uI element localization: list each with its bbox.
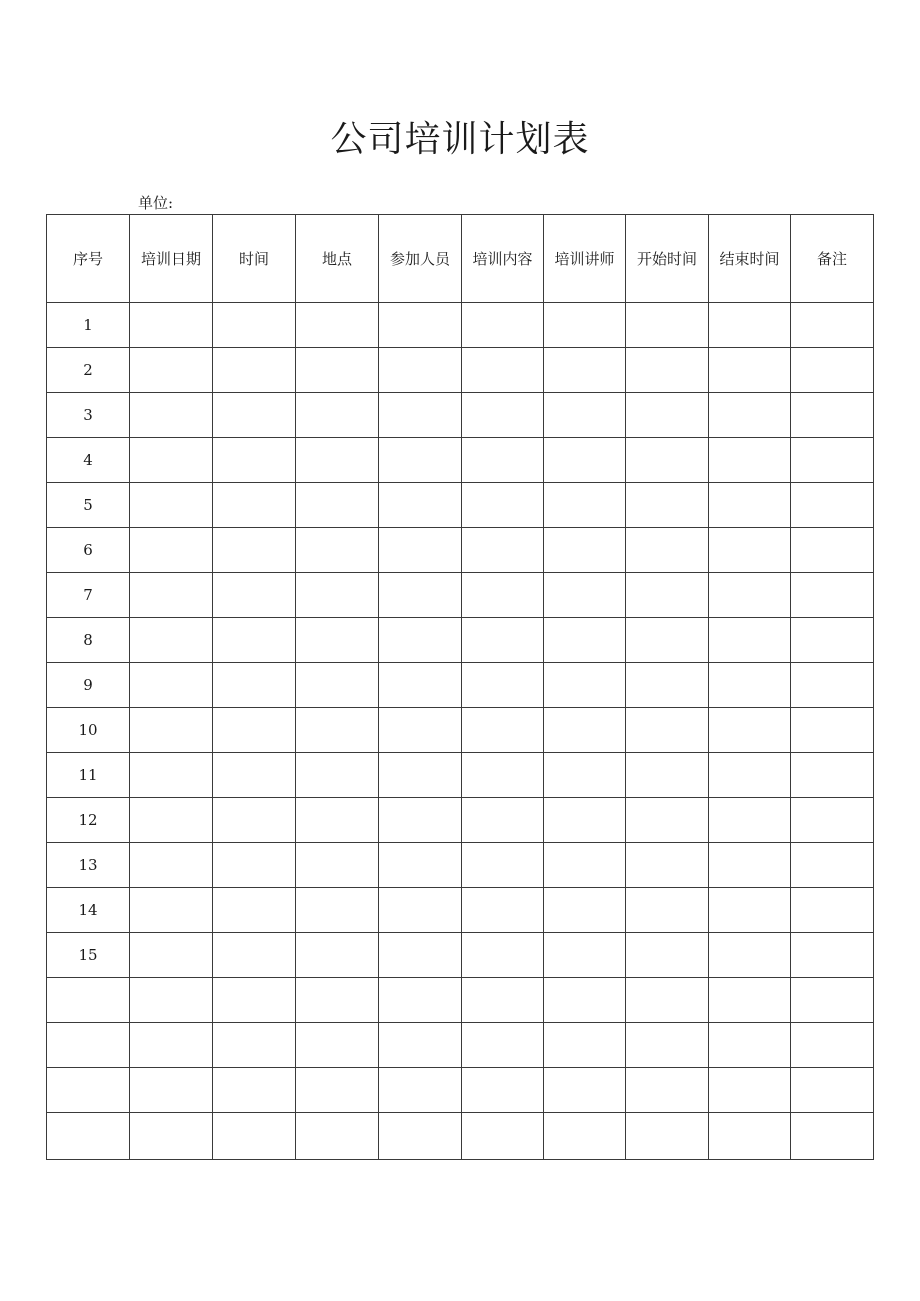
blank-entry-cell[interactable]	[709, 1023, 791, 1068]
row-number-cell: 8	[47, 618, 130, 663]
blank-entry-cell[interactable]	[709, 798, 791, 843]
blank-entry-cell[interactable]	[462, 1068, 544, 1113]
blank-entry-cell[interactable]	[709, 573, 791, 618]
blank-entry-cell[interactable]	[791, 753, 874, 798]
blank-entry-cell[interactable]	[709, 1068, 791, 1113]
blank-entry-cell[interactable]	[626, 1113, 709, 1160]
blank-entry-cell[interactable]	[379, 348, 462, 393]
blank-entry-cell[interactable]	[544, 303, 626, 348]
blank-entry-cell[interactable]	[709, 348, 791, 393]
row-number-cell: 11	[47, 753, 130, 798]
header-cell-participants: 参加人员	[379, 215, 462, 303]
training-plan-table	[46, 214, 874, 1160]
blank-entry-cell[interactable]	[213, 663, 296, 708]
blank-entry-cell[interactable]	[462, 618, 544, 663]
blank-entry-cell[interactable]	[544, 618, 626, 663]
blank-entry-cell[interactable]	[379, 753, 462, 798]
blank-entry-cell[interactable]	[379, 798, 462, 843]
blank-entry-cell[interactable]	[709, 483, 791, 528]
blank-entry-cell[interactable]	[462, 753, 544, 798]
table-row	[47, 663, 874, 708]
blank-entry-cell[interactable]	[626, 348, 709, 393]
blank-entry-cell[interactable]	[462, 573, 544, 618]
document-title: 公司培训计划表	[330, 119, 590, 160]
blank-entry-cell[interactable]	[296, 798, 379, 843]
blank-entry-cell[interactable]	[130, 753, 213, 798]
blank-entry-cell[interactable]	[626, 753, 709, 798]
blank-entry-cell[interactable]	[709, 978, 791, 1023]
header-cell-training-date: 培训日期	[130, 215, 213, 303]
blank-entry-cell[interactable]	[462, 843, 544, 888]
blank-entry-cell[interactable]	[709, 888, 791, 933]
blank-entry-cell[interactable]	[130, 528, 213, 573]
blank-entry-cell[interactable]	[130, 1068, 213, 1113]
blank-entry-cell[interactable]	[462, 1023, 544, 1068]
blank-entry-cell[interactable]	[379, 528, 462, 573]
blank-entry-cell[interactable]	[379, 483, 462, 528]
blank-entry-cell[interactable]	[379, 888, 462, 933]
blank-entry-cell[interactable]	[544, 573, 626, 618]
blank-entry-cell[interactable]	[791, 438, 874, 483]
blank-entry-cell[interactable]	[626, 888, 709, 933]
row-number-cell: 4	[47, 438, 130, 483]
blank-entry-cell[interactable]	[626, 483, 709, 528]
blank-entry-cell[interactable]	[626, 618, 709, 663]
blank-entry-cell[interactable]	[213, 708, 296, 753]
blank-entry-cell[interactable]	[213, 348, 296, 393]
blank-entry-cell[interactable]	[626, 933, 709, 978]
row-number-cell: 2	[47, 348, 130, 393]
blank-entry-cell[interactable]	[130, 573, 213, 618]
table-row	[47, 1023, 874, 1068]
blank-entry-cell[interactable]	[379, 978, 462, 1023]
blank-entry-cell[interactable]	[544, 843, 626, 888]
blank-entry-cell[interactable]	[213, 843, 296, 888]
blank-entry-cell[interactable]	[130, 978, 213, 1023]
blank-entry-cell[interactable]	[379, 708, 462, 753]
blank-entry-cell[interactable]	[791, 933, 874, 978]
row-number-cell: 1	[47, 303, 130, 348]
blank-entry-cell[interactable]	[213, 393, 296, 438]
blank-entry-cell[interactable]	[296, 663, 379, 708]
blank-entry-cell[interactable]	[462, 1113, 544, 1160]
blank-entry-cell[interactable]	[379, 933, 462, 978]
blank-entry-cell[interactable]	[791, 483, 874, 528]
blank-entry-cell[interactable]	[379, 303, 462, 348]
blank-entry-cell[interactable]	[791, 1068, 874, 1113]
blank-entry-cell[interactable]	[791, 888, 874, 933]
blank-entry-cell[interactable]	[544, 393, 626, 438]
blank-entry-cell[interactable]	[296, 753, 379, 798]
blank-entry-cell[interactable]	[379, 843, 462, 888]
blank-entry-cell[interactable]	[544, 528, 626, 573]
blank-entry-cell[interactable]	[213, 1068, 296, 1113]
blank-entry-cell[interactable]	[544, 1113, 626, 1160]
blank-entry-cell[interactable]	[462, 393, 544, 438]
blank-entry-cell[interactable]	[791, 708, 874, 753]
blank-entry-cell[interactable]	[379, 438, 462, 483]
blank-entry-cell[interactable]	[626, 1068, 709, 1113]
blank-entry-cell[interactable]	[130, 393, 213, 438]
blank-entry-cell[interactable]	[791, 348, 874, 393]
blank-entry-cell[interactable]	[213, 618, 296, 663]
table-row	[47, 708, 874, 753]
blank-entry-cell[interactable]	[379, 1068, 462, 1113]
table-row	[47, 393, 874, 438]
table-header-row	[47, 215, 874, 303]
blank-entry-cell[interactable]	[462, 438, 544, 483]
blank-entry-cell[interactable]	[213, 978, 296, 1023]
blank-entry-cell[interactable]	[213, 753, 296, 798]
table-row	[47, 978, 874, 1023]
row-number-cell: 10	[47, 708, 130, 753]
header-cell-start-time: 开始时间	[626, 215, 709, 303]
blank-entry-cell[interactable]	[462, 348, 544, 393]
row-number-cell: 7	[47, 573, 130, 618]
blank-entry-cell[interactable]	[462, 798, 544, 843]
header-cell-remarks: 备注	[791, 215, 874, 303]
blank-entry-cell[interactable]	[626, 573, 709, 618]
blank-entry-cell[interactable]	[791, 573, 874, 618]
blank-entry-cell[interactable]	[462, 528, 544, 573]
blank-entry-cell[interactable]	[791, 393, 874, 438]
blank-entry-cell[interactable]	[544, 1068, 626, 1113]
blank-entry-cell[interactable]	[130, 663, 213, 708]
blank-entry-cell[interactable]	[130, 798, 213, 843]
table-row	[47, 303, 874, 348]
blank-entry-cell[interactable]	[544, 708, 626, 753]
blank-entry-cell[interactable]	[626, 303, 709, 348]
header-cell-location: 地点	[296, 215, 379, 303]
blank-entry-cell[interactable]	[296, 888, 379, 933]
blank-entry-cell[interactable]	[296, 303, 379, 348]
row-number-cell: 15	[47, 933, 130, 978]
blank-entry-cell[interactable]	[379, 618, 462, 663]
blank-entry-cell[interactable]	[213, 528, 296, 573]
table-row	[47, 1113, 874, 1160]
blank-entry-cell[interactable]	[462, 303, 544, 348]
blank-entry-cell[interactable]	[379, 1113, 462, 1160]
table-row	[47, 843, 874, 888]
table-row	[47, 933, 874, 978]
blank-entry-cell[interactable]	[296, 1023, 379, 1068]
blank-entry-cell[interactable]	[130, 618, 213, 663]
blank-entry-cell[interactable]	[296, 978, 379, 1023]
blank-entry-cell[interactable]	[791, 798, 874, 843]
blank-entry-cell[interactable]	[213, 933, 296, 978]
blank-entry-cell[interactable]	[626, 663, 709, 708]
blank-entry-cell[interactable]	[791, 528, 874, 573]
blank-entry-cell[interactable]	[379, 663, 462, 708]
blank-entry-cell[interactable]	[544, 888, 626, 933]
blank-entry-cell[interactable]	[462, 978, 544, 1023]
blank-entry-cell[interactable]	[213, 888, 296, 933]
blank-entry-cell[interactable]	[791, 303, 874, 348]
blank-entry-cell[interactable]	[709, 393, 791, 438]
blank-entry-cell[interactable]	[791, 663, 874, 708]
blank-entry-cell[interactable]	[544, 933, 626, 978]
blank-entry-cell[interactable]	[379, 573, 462, 618]
blank-entry-cell[interactable]	[791, 1023, 874, 1068]
blank-entry-cell[interactable]	[544, 483, 626, 528]
blank-entry-cell[interactable]	[709, 663, 791, 708]
table-body	[47, 303, 874, 1160]
table-row	[47, 573, 874, 618]
blank-entry-cell[interactable]	[462, 663, 544, 708]
blank-entry-cell[interactable]	[709, 618, 791, 663]
blank-entry-cell[interactable]	[213, 303, 296, 348]
blank-entry-cell[interactable]	[130, 348, 213, 393]
blank-entry-cell[interactable]	[709, 708, 791, 753]
table-row	[47, 753, 874, 798]
blank-entry-cell[interactable]	[296, 348, 379, 393]
blank-entry-cell[interactable]	[462, 708, 544, 753]
row-number-cell	[47, 1113, 130, 1160]
blank-entry-cell[interactable]	[296, 1113, 379, 1160]
table-row	[47, 528, 874, 573]
header-cell-training-content: 培训内容	[462, 215, 544, 303]
blank-entry-cell[interactable]	[213, 1023, 296, 1068]
table-row	[47, 798, 874, 843]
blank-entry-cell[interactable]	[130, 1023, 213, 1068]
row-number-cell: 3	[47, 393, 130, 438]
blank-entry-cell[interactable]	[626, 1023, 709, 1068]
blank-entry-cell[interactable]	[709, 843, 791, 888]
blank-entry-cell[interactable]	[296, 528, 379, 573]
blank-entry-cell[interactable]	[791, 618, 874, 663]
blank-entry-cell[interactable]	[213, 438, 296, 483]
blank-entry-cell[interactable]	[709, 753, 791, 798]
blank-entry-cell[interactable]	[626, 528, 709, 573]
blank-entry-cell[interactable]	[130, 933, 213, 978]
blank-entry-cell[interactable]	[462, 888, 544, 933]
blank-entry-cell[interactable]	[213, 573, 296, 618]
blank-entry-cell[interactable]	[544, 1023, 626, 1068]
blank-entry-cell[interactable]	[296, 483, 379, 528]
blank-entry-cell[interactable]	[626, 798, 709, 843]
blank-entry-cell[interactable]	[709, 528, 791, 573]
blank-entry-cell[interactable]	[213, 1113, 296, 1160]
blank-entry-cell[interactable]	[626, 438, 709, 483]
blank-entry-cell[interactable]	[544, 438, 626, 483]
blank-entry-cell[interactable]	[709, 1113, 791, 1160]
row-number-cell: 14	[47, 888, 130, 933]
row-number-cell: 12	[47, 798, 130, 843]
blank-entry-cell[interactable]	[130, 483, 213, 528]
table-row	[47, 1068, 874, 1113]
blank-entry-cell[interactable]	[544, 663, 626, 708]
blank-entry-cell[interactable]	[544, 978, 626, 1023]
blank-entry-cell[interactable]	[626, 843, 709, 888]
blank-entry-cell[interactable]	[462, 933, 544, 978]
blank-entry-cell[interactable]	[296, 843, 379, 888]
blank-entry-cell[interactable]	[379, 1023, 462, 1068]
blank-entry-cell[interactable]	[791, 1113, 874, 1160]
row-number-cell: 6	[47, 528, 130, 573]
blank-entry-cell[interactable]	[709, 933, 791, 978]
table-row	[47, 438, 874, 483]
blank-entry-cell[interactable]	[213, 798, 296, 843]
blank-entry-cell[interactable]	[296, 393, 379, 438]
blank-entry-cell[interactable]	[791, 843, 874, 888]
blank-entry-cell[interactable]	[296, 933, 379, 978]
blank-entry-cell[interactable]	[791, 978, 874, 1023]
blank-entry-cell[interactable]	[544, 348, 626, 393]
blank-entry-cell[interactable]	[130, 708, 213, 753]
blank-entry-cell[interactable]	[709, 303, 791, 348]
table-row	[47, 888, 874, 933]
row-number-cell	[47, 978, 130, 1023]
row-number-cell: 13	[47, 843, 130, 888]
row-number-cell	[47, 1023, 130, 1068]
blank-entry-cell[interactable]	[296, 708, 379, 753]
blank-entry-cell[interactable]	[626, 393, 709, 438]
row-number-cell: 9	[47, 663, 130, 708]
blank-entry-cell[interactable]	[296, 438, 379, 483]
unit-label: 单位:	[138, 194, 174, 212]
table-row	[47, 483, 874, 528]
blank-entry-cell[interactable]	[709, 438, 791, 483]
row-number-cell	[47, 1068, 130, 1113]
header-cell-trainer: 培训讲师	[544, 215, 626, 303]
blank-entry-cell[interactable]	[130, 303, 213, 348]
blank-entry-cell[interactable]	[130, 1113, 213, 1160]
blank-entry-cell[interactable]	[130, 438, 213, 483]
blank-entry-cell[interactable]	[130, 843, 213, 888]
blank-entry-cell[interactable]	[462, 483, 544, 528]
blank-entry-cell[interactable]	[626, 978, 709, 1023]
blank-entry-cell[interactable]	[213, 483, 296, 528]
header-cell-serial-number: 序号	[47, 215, 130, 303]
blank-entry-cell[interactable]	[544, 798, 626, 843]
row-number-cell: 5	[47, 483, 130, 528]
blank-entry-cell[interactable]	[544, 753, 626, 798]
table-row	[47, 348, 874, 393]
blank-entry-cell[interactable]	[296, 573, 379, 618]
blank-entry-cell[interactable]	[130, 888, 213, 933]
table-row	[47, 618, 874, 663]
header-cell-time: 时间	[213, 215, 296, 303]
blank-entry-cell[interactable]	[296, 1068, 379, 1113]
blank-entry-cell[interactable]	[296, 618, 379, 663]
blank-entry-cell[interactable]	[626, 708, 709, 753]
header-cell-end-time: 结束时间	[709, 215, 791, 303]
blank-entry-cell[interactable]	[379, 393, 462, 438]
